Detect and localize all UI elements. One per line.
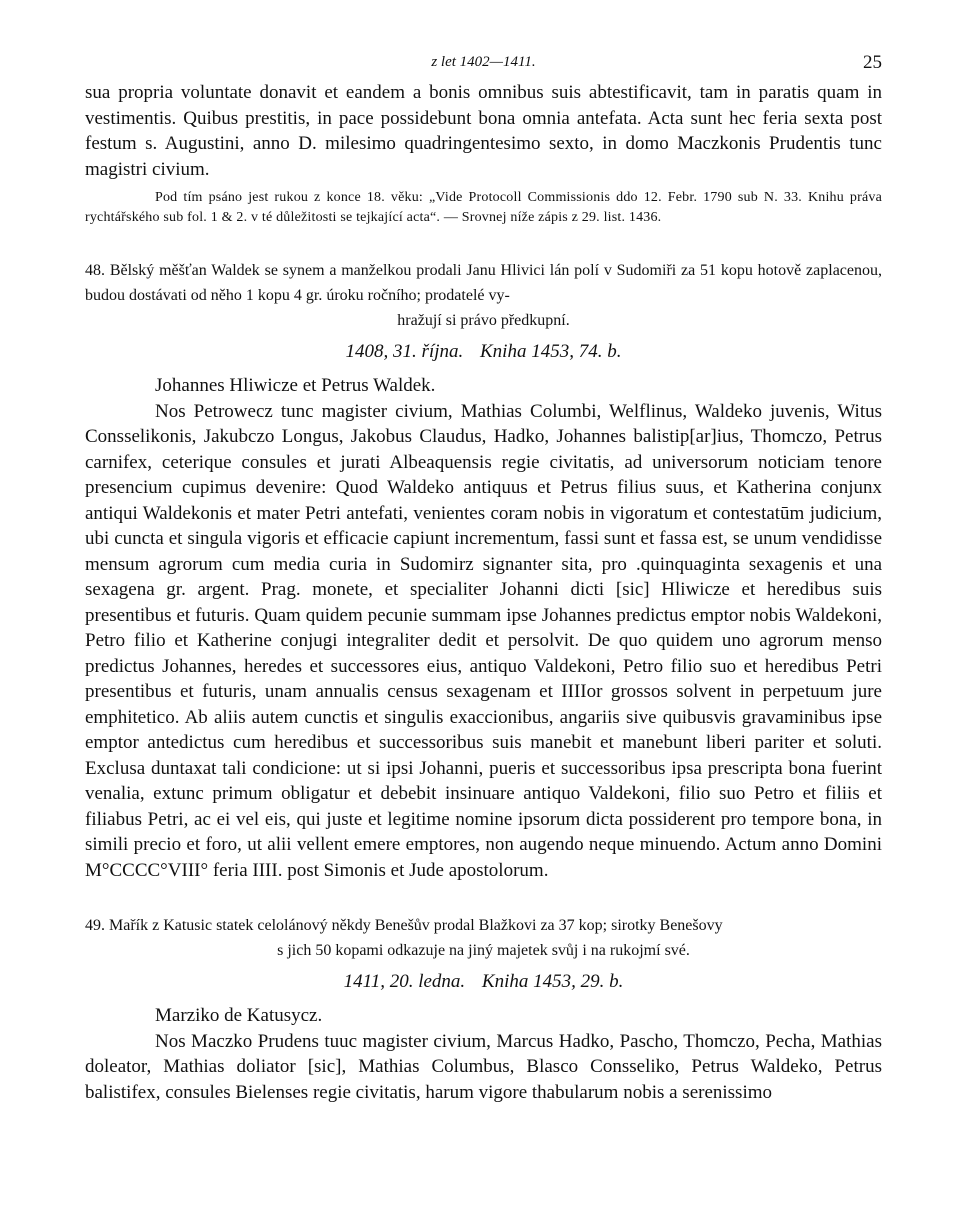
- entry-salutation: Marziko de Katusycz.: [155, 1005, 323, 1026]
- book-page: [85, 50, 882, 1105]
- entry-heading-last-line: s jich 50 kopami odkazuje na jiný majetek svůj i na rukojmí své.: [277, 942, 690, 959]
- running-head: [85, 50, 882, 80]
- entry-heading-text: 49. Mařík z Katusic statek celolánový někdy Benešův prodal Blažkovi za 37 kop; sirotky Benešovy: [85, 917, 723, 934]
- paragraph-continued: sua propria voluntate donavit et eandem a bonis omnibus suis abtestificavit, tam in paratis quam in vestimentis. Quibus prestitis, in pace possidebunt bona omnia antefata. Acta sunt hec feria sexta post festum s. Augustini, anno D. milesimo quadringentesimo sexto, in domo Maczkonis Prudentis tunc magistri civium.: [85, 82, 882, 180]
- entry-heading: [85, 258, 882, 333]
- page-number: 25: [863, 52, 882, 73]
- entry-source: Kniha 1453, 74. b.: [480, 341, 622, 362]
- entry-date: 1411, 20. ledna.: [343, 971, 466, 992]
- running-title: z let 1402—1411.: [431, 54, 536, 70]
- entry-48: [85, 258, 882, 883]
- entry-text: Nos Petrowecz tunc magister civium, Mathias Columbi, Welflinus, Waldeko juvenis, Witus Consselikonis, Jakubczo Longus, Jakobus Claudus, Hadko, Johannes balistip[ar]ius, Thomczo, Petrus carnifex, ceterique consules et jurati Albeaquensis regie civitatis, ad universorum noticiam tenore presencium cupimus devenire: Quod Waldeko antiquus et Petrus filius suus, et Katherina conjunx antiqui Waldekonis et mater Petri antefati, venientes coram nobis in vigoratum et contestatūm judicium, ubi cuncta et singula vigoris et efficacie capiunt incrementum, fassi sunt et fassa est, se unum vendidisse mensum agrorum cum media curia in Sudomirz signanter sita, pro .quinquaginta sexagenis et una sexagena gr. argent. Prag. monete, et specialiter Johanni dicti [sic] Hliwicze et heredibus suis presentibus et futuris. Quam quidem pecunie summam ipse Johannes predictus emptor nobis Waldekoni, Petro filio et Katherine conjugi integraliter dedit et persolvit. De quo quidem uno agrorum menso predictus Johannes, heredes et successores eius, antiquo Valdekoni, Petro filio suo et heredibus Petri presentibus et futuris, unam annualis census sexagenam et IIIIor grossos solvent in perpetuum jure emphitetico. Ab aliis autem cunctis et singulis exaccionibus, angariis sive quibusvis gravaminibus ipse emptor antedictus cum heredibus et successoribus suis manebit et manebunt liberi pariter et soluti. Exclusa duntaxat tali condicione: ut si ipsi Johanni, pueris et successoribus ipsa prescripta bona fuerint venalia, extunc primum obligatur et debebit insinuare antiquo Valdekoni, filio suo Petro et filiis et filiabus Petri, ac ei vel eis, qui juste et legitime nomine ipsorum dicta possiderent pro tempore bona, in simili precio et foro, ut alii vellent emere emptores, non augendo neque minuendo. Actum anno Domini M°CCCC°VIII° feria IIII. post Simonis et Jude apostolorum.: [85, 400, 882, 881]
- entry-date-line: [85, 971, 882, 993]
- entry-heading: [85, 913, 882, 963]
- entry-salutation: Johannes Hliwicze et Petrus Waldek.: [155, 375, 436, 396]
- entry-source: Kniha 1453, 29. b.: [481, 971, 624, 992]
- entry-date: 1408, 31. října.: [345, 341, 464, 362]
- entry-text: Nos Maczko Prudens tuuc magister civium, Marcus Hadko, Pascho, Thomczo, Pecha, Mathias doleator, Mathias doliator [sic], Mathias Columbus, Blasco Consseliko, Petrus Waldeko, Petrus balistifex, consules Bielenses regie civitatis, harum vigore thabularum nobis a serenissimo: [85, 1030, 882, 1103]
- editorial-note: Pod tím psáno jest rukou z konce 18. věku: „Vide Protocoll Commissionis ddo 12. Febr. 1790 sub N. 33. Knihu práva rychtářského sub fol. 1 & 2. v té důležitosti se tejkající acta“. — Srovnej níže zápis z 29. list. 1436.: [85, 190, 882, 225]
- entry-date-line: [85, 341, 882, 363]
- entry-heading-text: 48. Bělský měšťan Waldek se synem a manželkou prodali Janu Hlivici lán polí v Sudomiři za 51 kopu hotově zaplacenou, budou dostávati od něho 1 kopu 4 gr. úroku ročního; prodatelé vy-: [85, 262, 882, 304]
- entry-heading-last-line: hražují si právo předkupní.: [397, 312, 570, 329]
- entry-49: [85, 913, 882, 1105]
